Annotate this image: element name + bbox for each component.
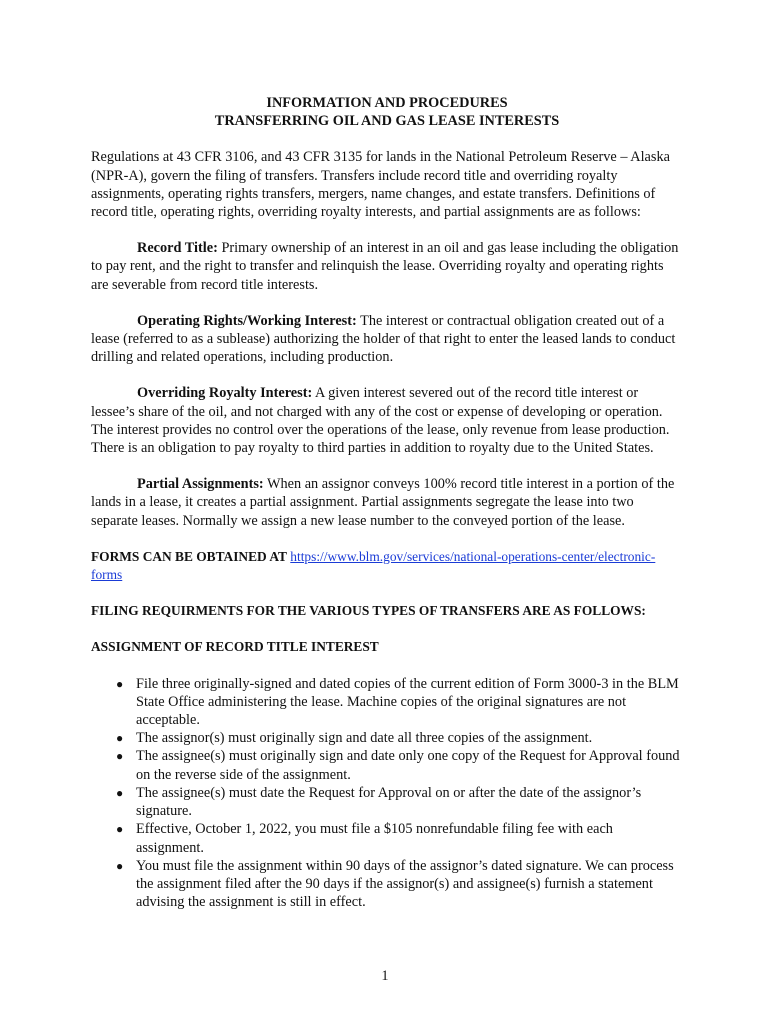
definition-partial-assignments [91,475,683,530]
assignment-section-heading: ASSIGNMENT OF RECORD TITLE INTEREST [91,639,379,655]
definition-term: Overriding Royalty Interest: [137,385,313,402]
list-item-text: The assignee(s) must date the Request for Approval on or after the date of the assignor’s signature. [136,784,642,820]
title-line-2: TRANSFERRING OIL AND GAS LEASE INTERESTS [214,113,560,130]
bullet-icon: ● [116,785,124,800]
definition-operating-rights [91,312,683,367]
list-item-text: Effective, October 1, 2022, you must file a $105 nonrefundable filing fee with each assignment. [136,821,613,856]
definition-text: Primary ownership of an interest in an oil and gas lease including the obligation to pay rent, and the right to transfer and relinquish the lease. Overriding royalty and operating rights are severable from record title interests. [91,240,679,293]
list-item-text: You must file the assignment within 90 days of the assignor’s dated signature. We can process the assignment filed after the 90 days if the assignor(s) and assignee(s) furnish a statement advising the assignment is still in effect. [136,857,674,911]
definition-overriding-royalty [91,384,683,457]
page-number: 1 [381,968,389,984]
definition-term: Operating Rights/Working Interest: [137,312,357,329]
list-item [91,747,683,783]
list-item-text: The assignee(s) must originally sign and date only one copy of the Request for Approval found on the reverse side of the assignment. [136,748,680,783]
list-item [91,857,683,912]
definition-text: When an assignor conveys 100% record title interest in a portion of the lands in a lease, it creates a partial assignment. Partial assignments segregate the lease into two separate leases. Normally we assign a new lease number to the conveyed portion of the lease. [91,476,675,529]
definition-term: Record Title: [137,240,218,257]
bullet-icon: ● [116,749,124,764]
list-item [91,729,683,747]
list-item [91,675,683,730]
bullet-icon: ● [116,676,124,691]
bullet-icon: ● [116,822,124,837]
list-item [91,820,683,856]
definition-text: A given interest severed out of the record title interest or lessee’s share of the oil, and not charged with any of the cost or expense of developing or operation. The interest provides no control over the operations of the lease, only revenue from lease production. There is an obligation to pay royalty to third parties in addition to royalty due to the United States. [91,385,670,457]
list-item [91,784,683,820]
intro-paragraph: Regulations at 43 CFR 3106, and 43 CFR 3135 for lands in the National Petroleum Reserve – Alaska (NPR-A), govern the filing of transfers. Transfers include record title and overriding royalty assignments, operating rights transfers, mergers, name changes, and estate transfers. Definitions of record title, operating rights, overriding royalty interests, and partial assignments are as follows: [91,149,670,221]
list-item-text: The assignor(s) must originally sign and date all three copies of the assignment. [136,730,593,747]
forms-label: FORMS CAN BE OBTAINED AT [91,548,287,564]
definition-term: Partial Assignments: [137,476,264,493]
document-title [91,94,683,130]
forms-paragraph [91,548,683,584]
list-item-text: File three originally-signed and dated copies of the current edition of Form 3000-3 in the BLM State Office administering the lease. Machine copies of the original signatures are not acceptable. [136,675,679,729]
bullet-icon: ● [116,731,124,746]
definition-record-title [91,239,683,294]
bullet-icon: ● [116,858,124,873]
title-line-1: INFORMATION AND PROCEDURES [266,95,508,111]
requirements-list [91,675,683,912]
definition-text: The interest or contractual obligation created out of a lease (referred to as a sublease) authorizing the holder of that right to enter the leased lands to conduct drilling and related operations, including production. [91,312,676,366]
document-page [91,94,683,911]
forms-link[interactable]: https://www.blm.gov/services/national-operations-center/electronic-forms [91,548,656,583]
filing-requirements-heading: FILING REQUIRMENTS FOR THE VARIOUS TYPES OF TRANSFERS ARE AS FOLLOWS: [91,603,646,619]
